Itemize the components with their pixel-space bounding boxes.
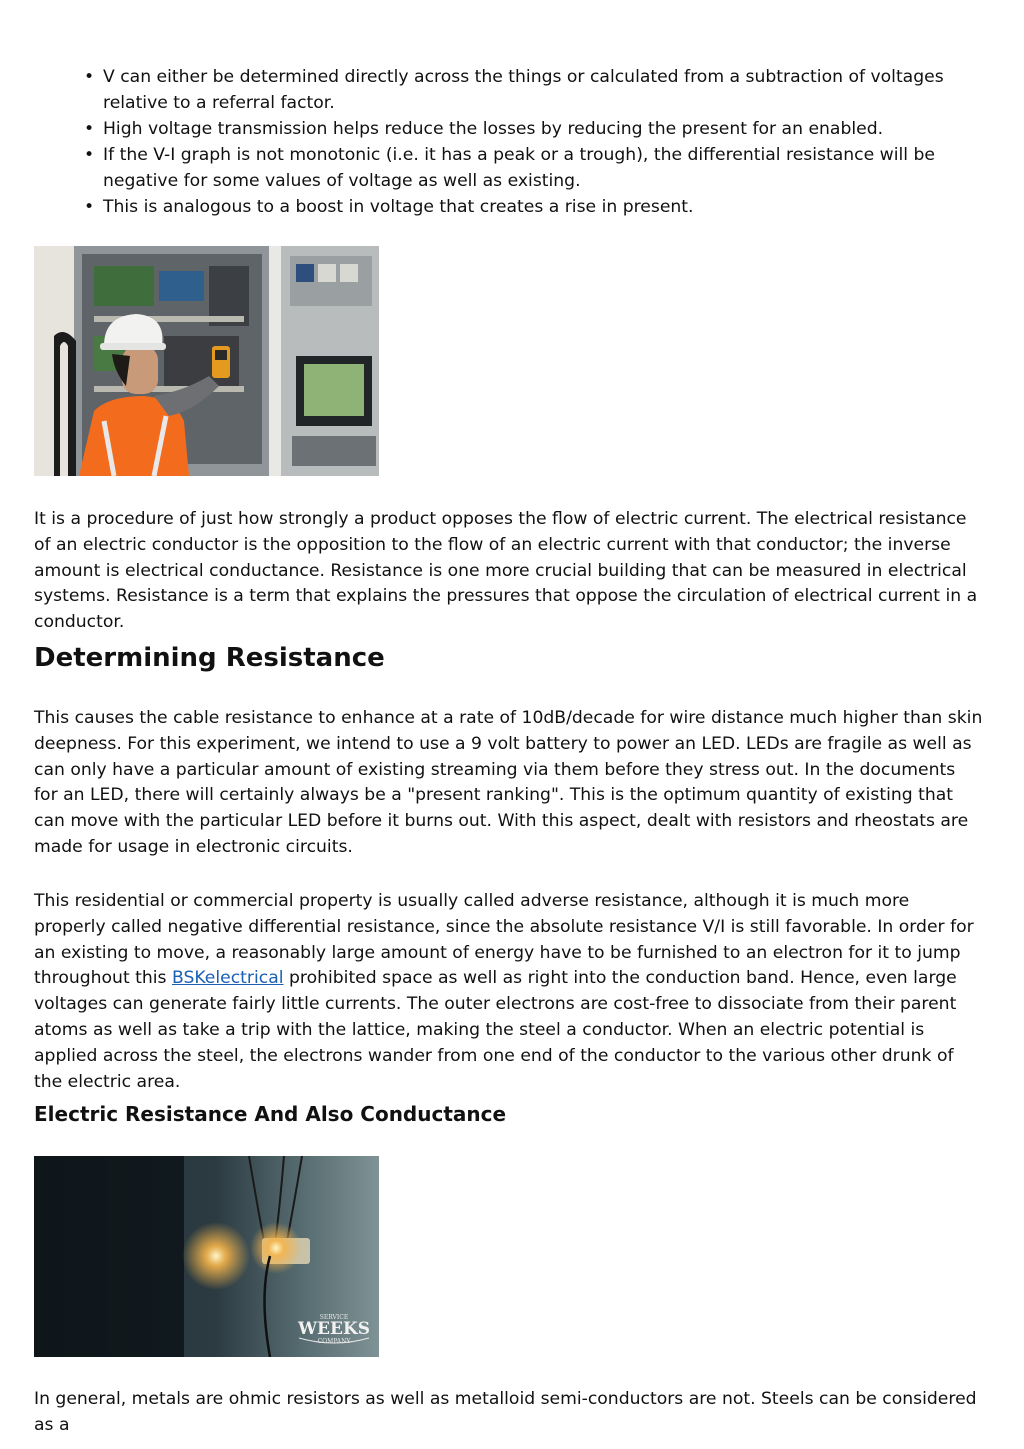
bullet-item: • If the V-I graph is not monotonic (i.e. it has a peak or a trough), the differential resistance will be negative for some values of voltage as well as existing. bbox=[84, 142, 984, 194]
paragraph bbox=[34, 889, 984, 1095]
paragraph-text: This residential or commercial property is usually called adverse resistance, although it is much more properly called negative differential resistance, since the absolute resistance V/I is still favorable. In order for an existing to move, a reasonably large amount of energy have to be furnished to an electron for it to jump throughout this bbox=[34, 891, 974, 989]
sparking-outlet-illustration bbox=[34, 1156, 379, 1357]
sparking-outlet-photo bbox=[34, 1156, 379, 1357]
technician-illustration bbox=[34, 246, 379, 476]
subsection-heading: Electric Resistance And Also Conductance bbox=[34, 1102, 507, 1126]
bskelectrical-link[interactable]: BSKelectrical bbox=[171, 968, 284, 989]
paragraph-text: prohibited space as well as right into the conduction band. Hence, even large voltages can generate fairly little currents. The outer electrons are cost-free to dissociate from their parent atoms as well as take a trip with the lattice, making the steel a conductor. When an electric potential is applied across the steel, the electrons wander from one end of the conductor to the various other drunk of the electric area. bbox=[34, 968, 957, 1092]
bullet-list bbox=[84, 64, 984, 220]
paragraph: This causes the cable resistance to enhance at a rate of 10dB/decade for wire distance much higher than skin deepness. For this experiment, we intend to use a 9 volt battery to power an LED. LEDs are fragile as well as can only have a particular amount of existing streaming via them before they stress out. In the documents for an LED, there will certainly always be a "present ranking". This is the optimum quantity of existing that can move with the particular LED before it burns out. With this aspect, dealt with resistors and rheostats are made for usage in electronic circuits. bbox=[34, 708, 983, 857]
technician-photo bbox=[34, 246, 379, 476]
bullet-item: • High voltage transmission helps reduce the losses by reducing the present for an enabled. bbox=[84, 116, 984, 142]
bullet-item: • V can either be determined directly across the things or calculated from a subtraction of voltages relative to a referral factor. bbox=[84, 64, 984, 116]
paragraph: It is a procedure of just how strongly a product opposes the flow of electric current. The electrical resistance of an electric conductor is the opposition to the flow of an electric current with that conductor; the inverse amount is electrical conductance. Resistance is one more crucial building that can be measured in electrical systems. Resistance is a term that explains the pressures that oppose the circulation of electrical current in a conductor. bbox=[34, 509, 978, 633]
logo-weeks: WEEKS bbox=[297, 1319, 371, 1339]
section-heading: Determining Resistance bbox=[34, 643, 385, 673]
logo-service: SERVICE bbox=[319, 1314, 349, 1321]
bullet-item: • This is analogous to a boost in voltage that creates a rise in present. bbox=[84, 194, 984, 220]
logo-company: COMPANY bbox=[317, 1338, 351, 1345]
paragraph: In general, metals are ohmic resistors as well as metalloid semi-conductors are not. Steels can be considered as a bbox=[34, 1389, 977, 1435]
